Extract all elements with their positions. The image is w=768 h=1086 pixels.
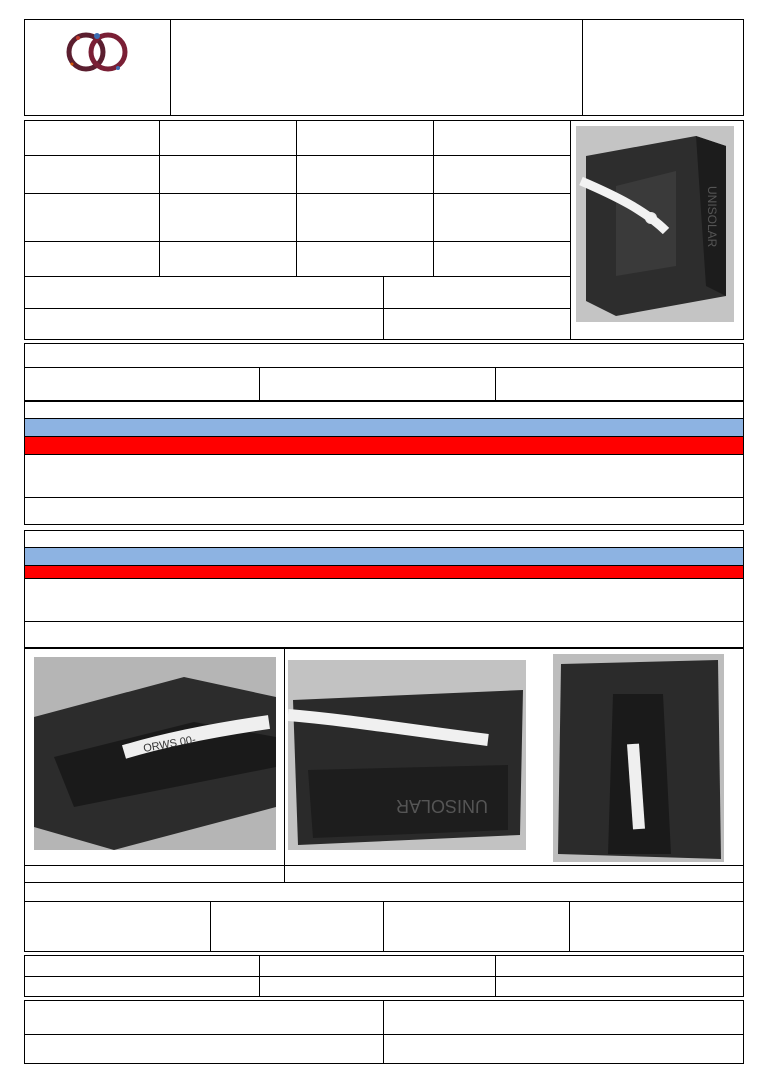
row-label-oy	[25, 531, 744, 548]
svg-text:ORWS 00-: ORWS 00-	[142, 733, 197, 755]
row-label-saat	[25, 498, 744, 525]
row-label-saat	[25, 622, 744, 649]
photo-480h	[34, 657, 276, 850]
results-table-2	[24, 530, 744, 649]
row-label-tarih	[25, 455, 744, 498]
row-label-ko	[25, 566, 744, 579]
row-label-tarih	[25, 579, 744, 622]
row-label-bo	[25, 419, 744, 437]
row-label-bo	[25, 548, 744, 566]
results-table-1	[24, 401, 744, 525]
pretest-photo	[576, 126, 734, 322]
description-box	[24, 882, 744, 902]
photo-1008h-a	[288, 660, 526, 850]
signature-box	[24, 1000, 744, 1064]
svg-text:UNISOLAR: UNISOLAR	[395, 796, 488, 816]
company-logo	[28, 24, 166, 112]
photo-1008h-b	[553, 654, 724, 862]
row-label-oy	[25, 402, 744, 419]
results-header	[24, 343, 744, 401]
svg-text:UNISOLAR: UNISOLAR	[705, 186, 719, 248]
oxide-box	[24, 901, 744, 952]
row-label-ko	[25, 437, 744, 455]
logo-mark-icon	[28, 24, 166, 86]
